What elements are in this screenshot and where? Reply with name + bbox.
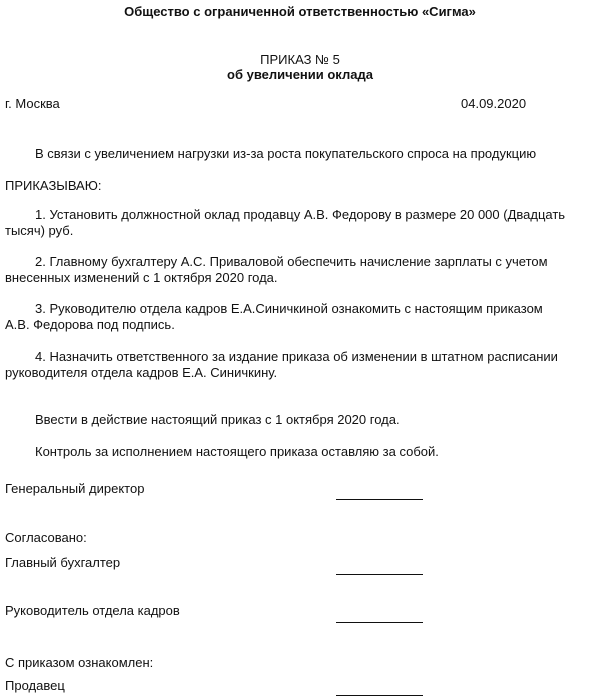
effective-date-text: Ввести в действие настоящий приказ с 1 октября 2020 года. (35, 412, 400, 427)
hr-label: Руководитель отдела кадров (5, 603, 180, 618)
accountant-label: Главный бухгалтер (5, 555, 121, 570)
order-subject: об увеличении оклада (227, 67, 373, 82)
order-item-2-line-1: 2. Главному бухгалтеру А.С. Приваловой обеспечить начисление зарплаты с учетом (35, 254, 548, 269)
order-item-3-line-1: 3. Руководителю отдела кадров Е.А.Синичкиной ознакомить с настоящим приказом (35, 301, 543, 316)
organization-name: Общество с ограниченной ответственностью «Сигма» (124, 4, 476, 19)
order-title: ПРИКАЗ № 5 (260, 52, 340, 67)
order-date: 04.09.2020 (461, 96, 527, 111)
seller-signature-line (336, 695, 423, 696)
director-signature-line (336, 499, 423, 500)
order-item-1-line-1: 1. Установить должностной оклад продавцу А.В. Федорову в размере 20 000 (Двадцать (35, 207, 566, 222)
order-word: ПРИКАЗЫВАЮ: (5, 178, 102, 193)
city: г. Москва (5, 96, 60, 111)
hr-signature-line (336, 622, 423, 623)
order-item-3-line-2: А.В. Федорова под подпись. (5, 317, 175, 332)
control-text: Контроль за исполнением настоящего приказа оставляю за собой. (35, 444, 439, 459)
preamble: В связи с увеличением нагрузки из-за роста покупательского спроса на продукцию (35, 146, 537, 161)
order-item-2-line-2: внесенных изменений с 1 октября 2020 года. (5, 270, 278, 285)
director-label: Генеральный директор (5, 481, 145, 496)
order-item-1-line-2: тысяч) руб. (5, 223, 74, 238)
acquainted-label: С приказом ознакомлен: (5, 655, 154, 670)
accountant-signature-line (336, 574, 423, 575)
agreed-label: Согласовано: (5, 530, 87, 545)
order-item-4-line-1: 4. Назначить ответственного за издание приказа об изменении в штатном расписании (35, 349, 558, 364)
order-item-4-line-2: руководителя отдела кадров Е.А. Синичкину. (5, 365, 278, 380)
seller-label: Продавец (5, 678, 65, 693)
